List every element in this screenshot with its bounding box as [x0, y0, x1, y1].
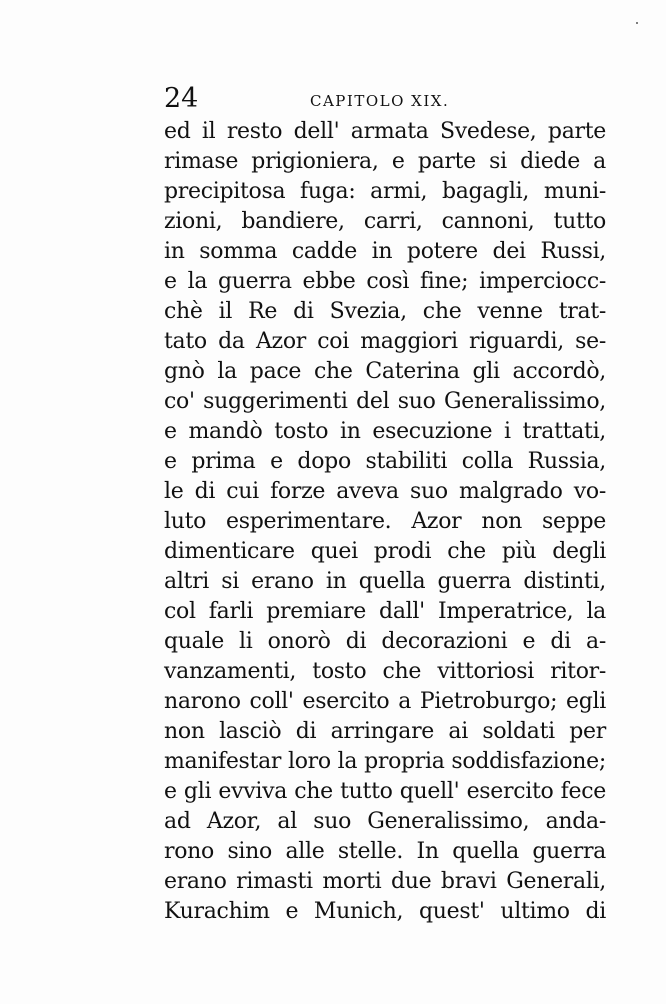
text-line: altri si erano in quella guerra distinti, [164, 569, 606, 594]
text-line: dimenticare quei prodi che più degli [164, 539, 606, 564]
text-line: col farli premiare dall' Imperatrice, la [164, 599, 606, 624]
text-line: erano rimasti morti due bravi Generali, [164, 869, 606, 894]
text-line: ad Azor, al suo Generalissimo, anda- [164, 809, 606, 834]
text-line: tato da Azor coi maggiori riguardi, se- [164, 329, 606, 354]
text-line: e gli evviva che tutto quell' esercito fece [164, 779, 606, 804]
text-line: in somma cadde in potere dei Russi, [164, 239, 606, 264]
text-line: Kurachim e Munich, quest' ultimo di [164, 899, 606, 924]
running-head: CAPITOLO XIX. [310, 92, 450, 110]
text-line: ed il resto dell' armata Svedese, parte [164, 119, 606, 144]
text-line: co' suggerimenti del suo Generalissimo, [164, 389, 606, 414]
text-line: gnò la pace che Caterina gli accordò, [164, 359, 606, 384]
text-line: quale li onorò di decorazioni e di a- [164, 629, 606, 654]
ink-speck [636, 22, 638, 24]
text-line: rono sino alle stelle. In quella guerra [164, 839, 606, 864]
text-line: precipitosa fuga: armi, bagagli, muni- [164, 179, 606, 204]
text-line: rimase prigioniera, e parte si diede a [164, 149, 606, 174]
text-line: non lasciò di arringare ai soldati per [164, 719, 606, 744]
text-line: chè il Re di Svezia, che venne trat- [164, 299, 606, 324]
text-line: le di cui forze aveva suo malgrado vo- [164, 479, 606, 504]
text-line: e mandò tosto in esecuzione i trattati, [164, 419, 606, 444]
text-line: zioni, bandiere, carri, cannoni, tutto [164, 209, 606, 234]
text-line: manifestar loro la propria soddisfazione; [164, 749, 606, 774]
page-number: 24 [164, 83, 199, 114]
text-line: vanzamenti, tosto che vittoriosi ritor- [164, 659, 606, 684]
text-line: luto esperimentare. Azor non seppe [164, 509, 606, 534]
text-line: e prima e dopo stabiliti colla Russia, [164, 449, 606, 474]
text-line: narono coll' esercito a Pietroburgo; egli [164, 689, 606, 714]
body-text [164, 117, 606, 927]
text-line: e la guerra ebbe così fine; imperciocc- [164, 269, 606, 294]
